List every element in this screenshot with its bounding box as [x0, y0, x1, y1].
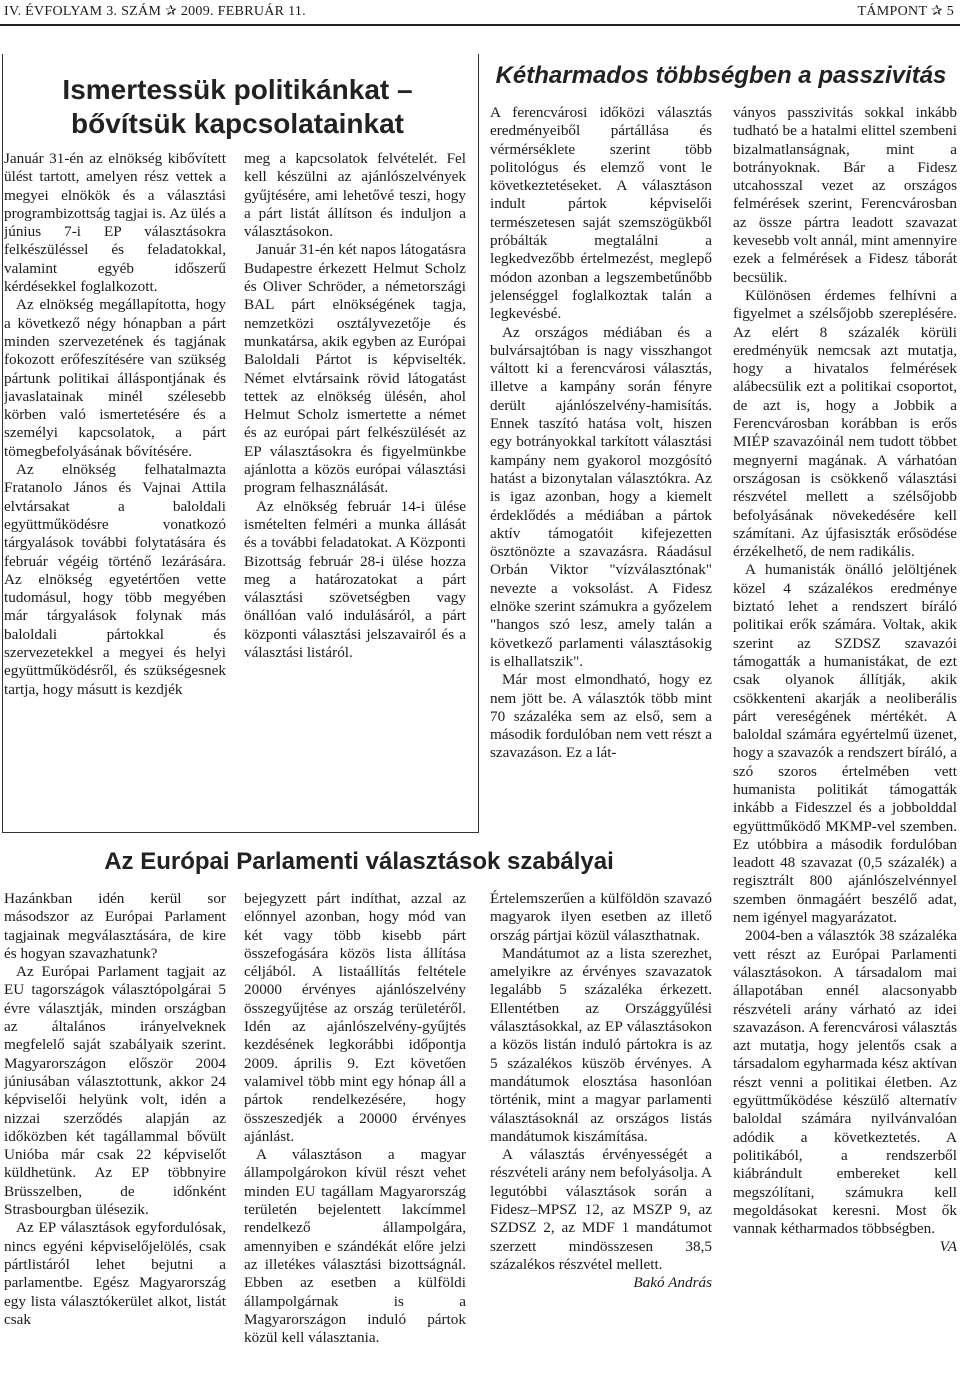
- article3-col1-para-3: Az EP választások egyfordulósak, nincs egyéni képviselőjelölés, csak pártlistáról lehet bejutni a parlamentbe. Egész Magyarország egy lista választókerület alkot, listát csak: [4, 1219, 226, 1328]
- article3-column-2: [244, 890, 466, 1382]
- article2-author: Bakó András: [633, 1274, 712, 1292]
- article3-title: Az Európai Parlamenti választások szabályai: [104, 848, 614, 875]
- article2-col2-para-1: ványos passzivitás sokkal inkább tudható be a hatalmi elittel szembeni bizalmatlanságnak, mint a botrányoknak. Bár a Fidesz utcahosszal vezet az országos felmérések szerint, Ferencvárosban az össze pártra leadott szavazat kevesebb volt annál, mint amennyire ezek a felmérések a Fidesz táborát becsülik.: [733, 104, 957, 286]
- article1-title-line1: Ismertessük politikánkat –: [62, 74, 413, 105]
- article3-column-1: [4, 890, 226, 1382]
- article2-col1-para-1: A ferencvárosi időközi választás eredményeiből pártállása és vérmérséklete szerint több politológus és elemző vont le következtetéseket. A választáson indult pártok képviselői természetesen saját szemszögükből próbálták megtalálni a legkedvezőbb értelmezést, meglepő módon azonban a legszembetűnőbb jelenséggel foglalkoztak talán a legkevésbé.: [490, 104, 712, 323]
- article3-col2-para-2: A választáson a magyar állampolgárokon kívül részt vehet minden EU tagállam Magyarország területén bejelentett lakcímmel rendelkező állampolgára, amennyiben e szándékát előre jelzi az illetékes választási bizottságnál. Ebben az esetben a külföldi állampolgárnak is a Magyarországon induló pártok közül kell választania.: [244, 1146, 466, 1347]
- article1-col2-para-3: Az elnökség február 14-i ülése ismételten felméri a munka állását és a további feladatokat. A Központi Bizottság február 28-i ülése hozza meg a határozatokat a párt választási szövetségben vagy önállóan való indulásáról, a párt központi választási jelszavairól és a választási listáról.: [244, 497, 466, 662]
- article1-title-line2: bővítsük kapcsolatainkat: [70, 108, 404, 139]
- article2-title: Kétharmados többségben a passzivitás: [495, 62, 947, 89]
- page-header-left: IV. ÉVFOLYAM 3. SZÁM ✰ 2009. FEBRUÁR 11.: [4, 4, 306, 19]
- article3-column-3: [490, 890, 712, 1382]
- article2-signature-va: VA: [939, 1238, 957, 1256]
- article1-col1-para-3: Az elnökség felhatalmazta Fratanolo János és Vajnai Attila elvtársakat a baloldali együttműködésre vonatkozó tárgyalások további folytatására és február végéig történő lezárására. Az elnökség egyetértően vette tudomásul, hogy több megyében már tárgyalások folynak más baloldali pártokkal és szervezetekkel a megyei és helyi együttműködésről, és szükségesnek tartja, hogy másutt is kezdjék: [4, 461, 226, 698]
- article1-col2-para-2: Január 31-én két napos látogatásra Budapestre érkezett Helmut Scholz és Oliver Schröder, a németországi BAL párt elnökségének tagja, nemzetközi osztályvezetője és munkatársa, akik egyben az Európai Baloldali Pártot is képviselték. Német elvtársaink rövid látogatást tettek az elnökség ülésén, ahol Helmut Scholz ismertette a német és az európai párt felkészülését az EP választásokra és figyelmünkbe ajánlotta a közös európai választási program felhasználását.: [244, 241, 466, 497]
- article3-col2-para-1: bejegyzett párt indíthat, azzal az előnnyel azonban, hogy mód van két vagy több kisebb párt összefogására közös lista állítása céljából. A listaállítás feltétele 20000 érvényes ajánlószelvény összegyűjtése az ország területéről. Idén az ajánlószelvény-gyűjtés kezdésének legkorábbi időpontja 2009. április 9. Ezt követően valamivel több mint egy hónap áll a pártok rendelkezésére, hogy összeszedjék a 20000 érvényes ajánlást.: [244, 890, 466, 1145]
- page-header-right: TÁMPONT ✰ 5: [857, 4, 954, 19]
- article1-col1-para-2: Az elnökség megállapította, hogy a következő négy hónapban a párt minden szervezetének és tagjának fokozott erőfeszítésére van szükség pártunk politikai álláspontjának és javaslatainak minél szélesebb körben való ismertetésére és a személyi kapcsolatok, a párt tömegbefolyásának bővítésére.: [4, 296, 226, 460]
- header-rule: [0, 24, 960, 26]
- article2-col1-para-2: Az országos médiában és a bulvársajtóban is nagy visszhangot váltott ki a ferencvárosi választás, illetve a kampány során fényre derült ajánlószelvény-hamisítás. Ennek taszító hatása volt, hiszen egy botrányokkal tarkított választási kampány nem gyakorol mozgósító hatást a bizonytalan választókra. Az is igaz azonban, hogy a kiemelt érdeklődés a médiában a pártok aktív támogatóit kifejezetten ösztönözte a szavazásra. Ráadásul Orbán Viktor "vízválasztónak" nevezte a voksolást. A Fidesz elnöke szerint számukra a győzelem "hangos szó lesz, amely talán a következő parlamenti választásokig is elhallatszik".: [490, 323, 712, 670]
- article2-col2-para-2: Különösen érdemes felhívni a figyelmet a szélsőjobb szereplésére. Az elért 8 százalék körüli eredményük nemcsak azt mutatja, hogy a hivatalos felmérések alábecsülik ezt a politikai csoportot, de azt is, hogy a Jobbik a Ferencvárosban korábban is erős MIÉP szavazóinál nem tudott többet megnyerni magának. A várhatóan országosan is csökkenő választási részvétel mellett a szélsőjobb befolyásának növekedésére kell számítani. Az újfasiszták erősödése érzékelhető, de nem radikális.: [733, 286, 957, 561]
- article2-column-2: [733, 104, 957, 1380]
- article1-col1-para-1: Január 31-én az elnökség kibővített ülést tartott, amelyen rész vettek a megyei elnökök és a választási programbizottság tagjai is. Az ülés a június 7-i EP választásokra felkészüléssel és feladatokkal, valamint egyéb időszerű kérdésekkel foglalkozott.: [4, 150, 226, 296]
- article2-column-1: [490, 104, 712, 826]
- article1-border-right: [478, 54, 479, 833]
- article3-col3-para-3: A választás érvényességét a részvételi arány nem befolyásolja. A legutóbbi választások során a Fidesz–MPSZ 12, az MSZP 9, az SZDSZ 2, az MDF 1 mandátumot szerzett mindösszesen 38,5 százalékos részvétel mellett.: [490, 1146, 712, 1273]
- article2-col1-para-3: Már most elmondható, hogy ez nem jött be. A választók több mint 70 százaléka sem az első, sem a második fordulóban nem vett részt a szavazáson. Ez a lát-: [490, 671, 712, 762]
- article1-border-bottom: [2, 832, 478, 833]
- article1-border-left: [2, 54, 3, 832]
- article1-col2-para-1: meg a kapcsolatok felvételét. Fel kell készülni az ajánlószelvények gyűjtésére, ami lehetővé teszi, hogy a párt listát állítson és induljon a választásokon.: [244, 150, 466, 241]
- article3-col1-para-1: Hazánkban idén kerül sor másodszor az Európai Parlament tagjainak megválasztására, de kire és hogyan szavazhatunk?: [4, 890, 226, 962]
- article3-col3-para-1: Értelemszerűen a külföldön szavazó magyarok ilyen esetben az illető ország pártjai közül választhatnak.: [490, 890, 712, 944]
- article1-column-2: [244, 150, 466, 824]
- article2-col2-para-4: 2004-ben a választók 38 százaléka vett részt az Európai Parlamenti választásokon. A társadalom mai állapotában ennél alacsonyabb részvételi arány várható az idei szavazáson. A ferencvárosi választás azt mutatja, hogy jelentős csak a társadalom egyharmada kész aktívan részt venni a politikai életben. Az együttműködése készülő alternatív baloldal számára nyilvánvalóan adódik a következtetés. A politikából, a rendszerből kiábrándult embereket kell megszólítani, számukra kell megoldásokat keresni. Most ők vannak kétharmados többségben.: [733, 927, 957, 1238]
- article1-column-1: [4, 150, 226, 824]
- article3-col3-para-2: Mandátumot az a lista szerezhet, amelyikre az érvényes szavazatok legalább 5 százaléka érkezett. Ellentétben az Országgyűlési választásokkal, az EP választásokon a közös listán induló pártokra is az 5 százalékos küszöb érvényes. A mandátumok elosztása hasonlóan történik, mint a magyar parlamenti választásoknál az országos listás mandátumok kiszámítása.: [490, 944, 712, 1145]
- article3-col1-para-2: Az Európai Parlament tagjait az EU tagországok választópolgárai 5 évre választják, minden országban az általános irányelveknek megfelelő saját szabályaik szerint. Magyarországon először 2004 júniusában választottunk, akkor 24 képviselői helyünk volt, idén a nizzai szerződés alapján az időközben két tagállammal bővült Unióba már csak 22 képviselőt küldhetünk. Az EP többnyire Brüsszelben, de időnként Strasbourgban ülésezik.: [4, 963, 226, 1219]
- article2-col2-para-3: A humanisták önálló jelöltjének közel 4 százalékos eredménye biztató lehet a rendszert bíráló politikai erők számára. Voltak, akik szerint az SZDSZ szavazói támogatták a humanistákat, de ezt csak olyanok állítják, akik csökkenteni akarják a neoliberális párt vereségének mértékét. A baloldal számára egyértelmű üzenet, hogy a szavazók a rendszert bíráló, a szó szoros értelmében vett humanista politikát támogatták inkább a Fideszzel és a jobbolddal együttműködő MKMP-vel szemben. Ez utóbbira a második fordulóban leadott 48 szavazat (0,5 százalék) a regisztrált 800 ajánlószelvénnyel szemben önmagáért beszélő adat, nem igényel magyarázatot.: [733, 561, 957, 927]
